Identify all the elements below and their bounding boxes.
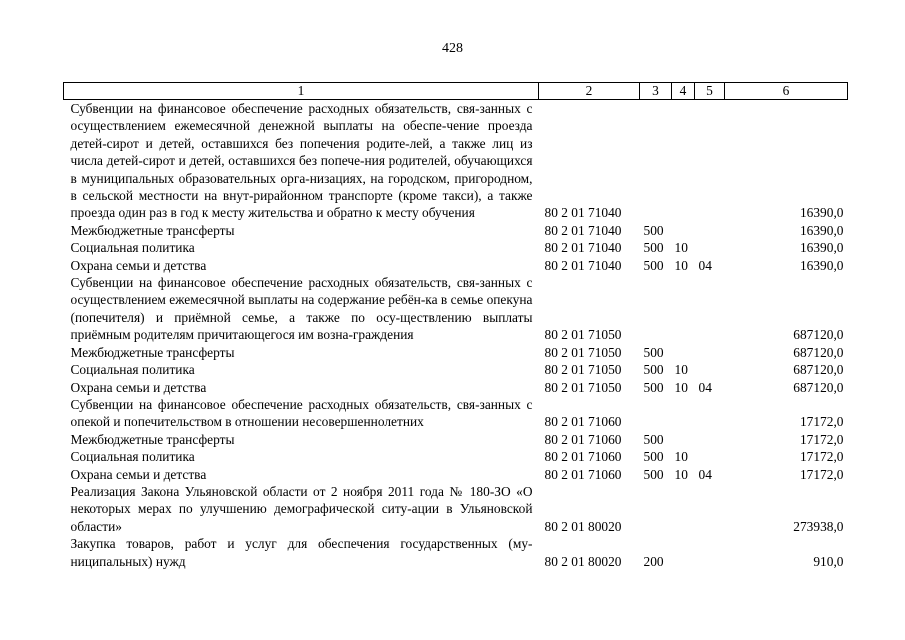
table-body: [64, 100, 848, 570]
table-row: [64, 448, 848, 465]
row-col3: 500: [643, 431, 664, 447]
row-col5: [695, 483, 725, 535]
header-col-1: 1: [64, 83, 539, 100]
row-code: 80 2 01 71050: [544, 327, 622, 343]
row-col3: 500: [643, 222, 664, 238]
table-header: [64, 83, 848, 100]
table-row: [64, 239, 848, 256]
table-row: [64, 379, 848, 396]
row-col5: [695, 448, 725, 465]
row-name: Социальная политика: [70, 449, 195, 465]
row-code: 80 2 01 71060: [544, 414, 622, 430]
row-col5: 04: [698, 257, 712, 273]
table-row: [64, 466, 848, 483]
budget-table: [63, 82, 848, 570]
row-code: 80 2 01 71040: [544, 257, 622, 273]
row-col4: [672, 100, 695, 222]
row-col3: 500: [643, 379, 664, 395]
table-row: [64, 344, 848, 361]
row-col5: 04: [698, 466, 712, 482]
row-amount: 273938,0: [793, 518, 844, 534]
budget-table-container: [63, 82, 848, 570]
table-row: [64, 100, 848, 222]
row-col3: [640, 274, 672, 344]
row-code: 80 2 01 71060: [544, 431, 622, 447]
row-amount: 16390,0: [799, 257, 844, 273]
table-row: [64, 257, 848, 274]
row-name: Закупка товаров, работ и услуг для обеспечения государственных (му-ниципальных) нужд: [70, 536, 533, 569]
row-amount: 16390,0: [799, 222, 844, 238]
row-col5: [695, 239, 725, 256]
table-row: [64, 396, 848, 431]
page-number: 428: [442, 41, 463, 56]
header-col-2: 2: [539, 83, 640, 100]
row-name: Реализация Закона Ульяновской области от 2 ноября 2011 года № 180-ЗО «О некоторых мерах по улучшению демографической ситу-ации в Ульяновской области»: [70, 483, 533, 534]
row-col4: [672, 274, 695, 344]
row-name: Охрана семьи и детства: [70, 379, 207, 395]
row-name: Социальная политика: [70, 362, 195, 378]
header-row: [64, 83, 848, 100]
row-col3: [640, 100, 672, 222]
row-col5: [695, 431, 725, 448]
row-col3: 500: [643, 362, 664, 378]
row-col3: [640, 396, 672, 431]
row-amount: 687120,0: [793, 344, 844, 360]
row-col5: [695, 344, 725, 361]
row-code: 80 2 01 71040: [544, 205, 622, 221]
row-col5: [695, 361, 725, 378]
row-name: Межбюджетные трансферты: [70, 344, 235, 360]
row-col3: [640, 483, 672, 535]
row-amount: 17172,0: [799, 431, 844, 447]
row-name: Охрана семьи и детства: [70, 466, 207, 482]
row-col4: 10: [674, 379, 688, 395]
row-col5: [695, 535, 725, 570]
row-col4: [672, 535, 695, 570]
row-code: 80 2 01 71050: [544, 344, 622, 360]
row-col5: [695, 274, 725, 344]
row-col3: 500: [643, 449, 664, 465]
row-code: 80 2 01 71060: [544, 449, 622, 465]
row-amount: 17172,0: [799, 449, 844, 465]
row-name: Охрана семьи и детства: [70, 257, 207, 273]
row-col4: 10: [674, 362, 688, 378]
row-col3: 200: [643, 553, 664, 569]
row-col5: 04: [698, 379, 712, 395]
row-col3: 500: [643, 240, 664, 256]
table-row: [64, 483, 848, 535]
row-col4: [672, 396, 695, 431]
row-amount: 16390,0: [799, 240, 844, 256]
row-col4: [672, 222, 695, 239]
row-amount: 16390,0: [799, 205, 844, 221]
row-col4: [672, 344, 695, 361]
row-code: 80 2 01 71040: [544, 222, 622, 238]
row-code: 80 2 01 80020: [544, 518, 622, 534]
table-row: [64, 274, 848, 344]
table-row: [64, 431, 848, 448]
table-row: [64, 222, 848, 239]
row-name: Межбюджетные трансферты: [70, 431, 235, 447]
row-col5: [695, 100, 725, 222]
row-name: Субвенции на финансовое обеспечение расходных обязательств, свя-занных с опекой и попечительством в отношении несовершеннолетних: [70, 396, 533, 430]
table-row: [64, 361, 848, 378]
row-code: 80 2 01 71050: [544, 379, 622, 395]
row-amount: 910,0: [813, 553, 844, 569]
row-col4: 10: [674, 240, 688, 256]
row-amount: 17172,0: [799, 414, 844, 430]
row-amount: 17172,0: [799, 466, 844, 482]
row-name: Социальная политика: [70, 240, 195, 256]
row-col3: 500: [643, 466, 664, 482]
row-code: 80 2 01 71050: [544, 362, 622, 378]
row-name: Межбюджетные трансферты: [70, 222, 235, 238]
row-col3: 500: [643, 344, 664, 360]
row-col4: [672, 483, 695, 535]
row-col4: [672, 431, 695, 448]
header-col-4: 4: [672, 83, 695, 100]
row-col5: [695, 396, 725, 431]
header-col-3: 3: [640, 83, 672, 100]
row-col4: 10: [674, 257, 688, 273]
row-amount: 687120,0: [793, 327, 844, 343]
header-col-6: 6: [725, 83, 848, 100]
row-code: 80 2 01 71060: [544, 466, 622, 482]
row-col4: 10: [674, 449, 688, 465]
header-col-5: 5: [695, 83, 725, 100]
row-amount: 687120,0: [793, 362, 844, 378]
row-code: 80 2 01 80020: [544, 553, 622, 569]
row-amount: 687120,0: [793, 379, 844, 395]
row-col4: 10: [674, 466, 688, 482]
row-name: Субвенции на финансовое обеспечение расходных обязательств, свя-занных с осуществлением ежемесячной выплаты на содержание ребён-ка в семье опекуна (попечителя) и приёмной семье, а также по осу-ществлению выплаты приёмным родителям причитающегося им возна-граждения: [70, 275, 533, 343]
row-col3: 500: [643, 257, 664, 273]
row-code: 80 2 01 71040: [544, 240, 622, 256]
table-row: [64, 535, 848, 570]
row-name: Субвенции на финансовое обеспечение расходных обязательств, свя-занных с осуществлением ежемесячной денежной выплаты на обеспе-чение проезда детей-сирот и детей, оставшихся без попечения родите-лей, а также лиц из числа детей-сирот и детей, оставшихся без попече-ния родителей, обучающихся в муниципальных образовательных орга-низациях, на городском, пригородном, в сельской местности на внут-рирайонном транспорте (кроме такси), а также проезда один раз в год к месту жительства и обратно к месту обучения: [70, 101, 533, 221]
row-col5: [695, 222, 725, 239]
